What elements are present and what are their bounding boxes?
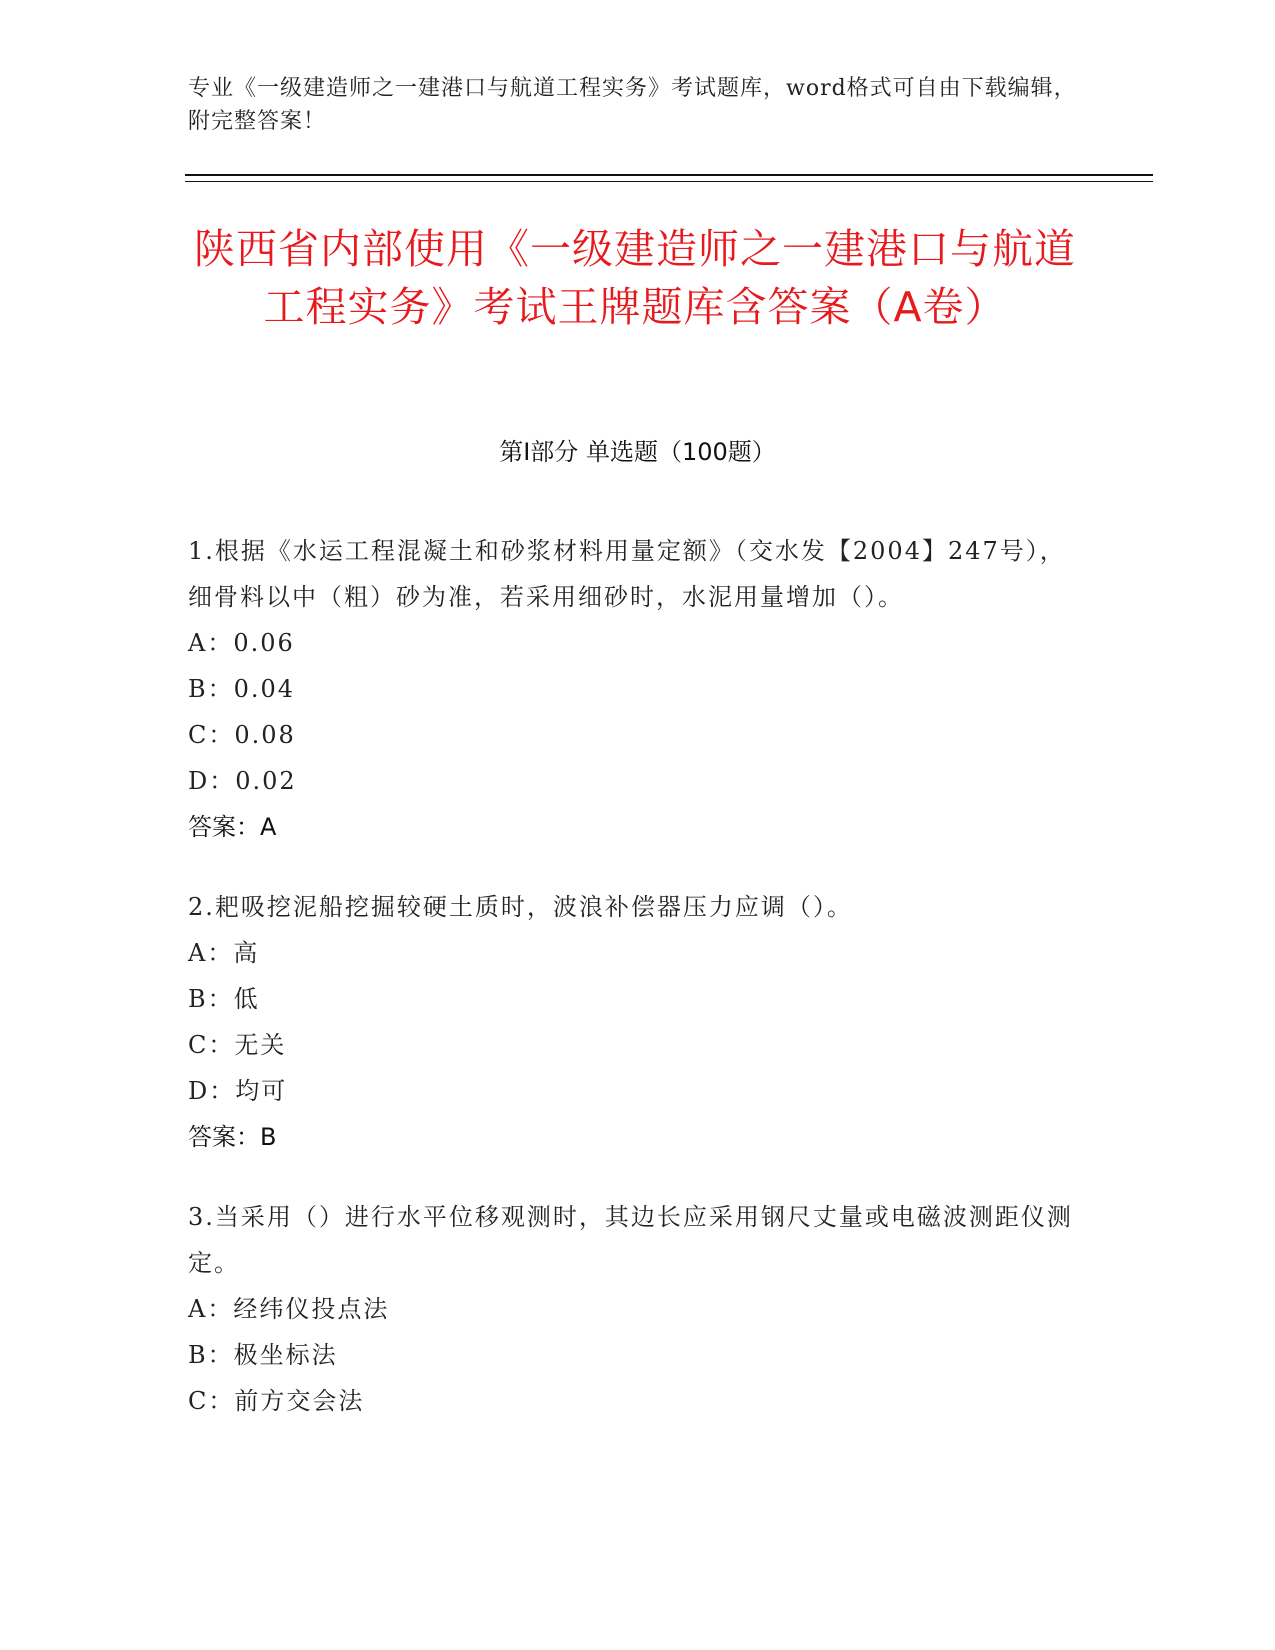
option-key: C： <box>188 721 235 749</box>
option-b <box>188 1332 1088 1378</box>
option-a <box>188 930 1088 976</box>
option-key: B： <box>188 675 234 703</box>
question-2 <box>188 884 1088 1160</box>
answer-line: 答案：A <box>188 813 277 841</box>
option-c <box>188 1378 1088 1424</box>
option-text: 0.06 <box>233 629 295 657</box>
option-c <box>188 712 1088 758</box>
option-b <box>188 666 1088 712</box>
question-3 <box>188 1194 1088 1424</box>
option-text: 0.08 <box>234 721 296 749</box>
option-b <box>188 976 1088 1022</box>
question-1 <box>188 528 1088 850</box>
option-key: D： <box>188 767 236 795</box>
option-a <box>188 620 1088 666</box>
option-text: 0.02 <box>235 767 297 795</box>
option-key: A： <box>188 629 234 657</box>
header-note: 专业《一级建造师之一建港口与航道工程实务》考试题库，word格式可自由下载编辑，附完整答案！ <box>188 76 1077 134</box>
option-d <box>188 1068 1088 1114</box>
option-key: D： <box>188 1077 236 1105</box>
option-key: B： <box>188 985 234 1013</box>
header-divider-thin <box>185 181 1153 182</box>
option-text: 高 <box>233 939 260 967</box>
option-c <box>188 1022 1088 1068</box>
option-d <box>188 758 1088 804</box>
header-divider-thick <box>185 174 1153 176</box>
option-text: 前方交会法 <box>234 1387 365 1415</box>
question-stem: 3.当采用（）进行水平位移观测时，其边长应采用钢尺丈量或电磁波测距仪测定。 <box>188 1203 1073 1277</box>
question-stem: 1.根据《水运工程混凝土和砂浆材料用量定额》（交水发【2004】247号），细骨料以中（粗）砂为准，若采用细砂时，水泥用量增加（）。 <box>188 537 1066 611</box>
option-text: 经纬仪投点法 <box>233 1295 390 1323</box>
answer-line: 答案：B <box>188 1123 277 1151</box>
option-text: 0.04 <box>233 675 296 703</box>
section-heading: 第I部分 单选题（100题） <box>499 438 776 466</box>
option-key: A： <box>188 939 234 967</box>
question-list <box>188 528 1088 1458</box>
option-text: 低 <box>233 985 260 1013</box>
option-text: 无关 <box>234 1031 287 1059</box>
option-key: C： <box>188 1031 235 1059</box>
option-a <box>188 1286 1088 1332</box>
document-title: 陕西省内部使用《一级建造师之一建港口与航道工程实务》考试王牌题库含答案（A卷） <box>194 225 1076 331</box>
question-stem: 2.耙吸挖泥船挖掘较硬土质时，波浪补偿器压力应调（）。 <box>188 893 853 921</box>
option-key: A： <box>188 1295 234 1323</box>
option-text: 均可 <box>235 1077 288 1105</box>
option-key: B： <box>188 1341 234 1369</box>
option-key: C： <box>188 1387 235 1415</box>
option-text: 极坐标法 <box>233 1341 338 1369</box>
